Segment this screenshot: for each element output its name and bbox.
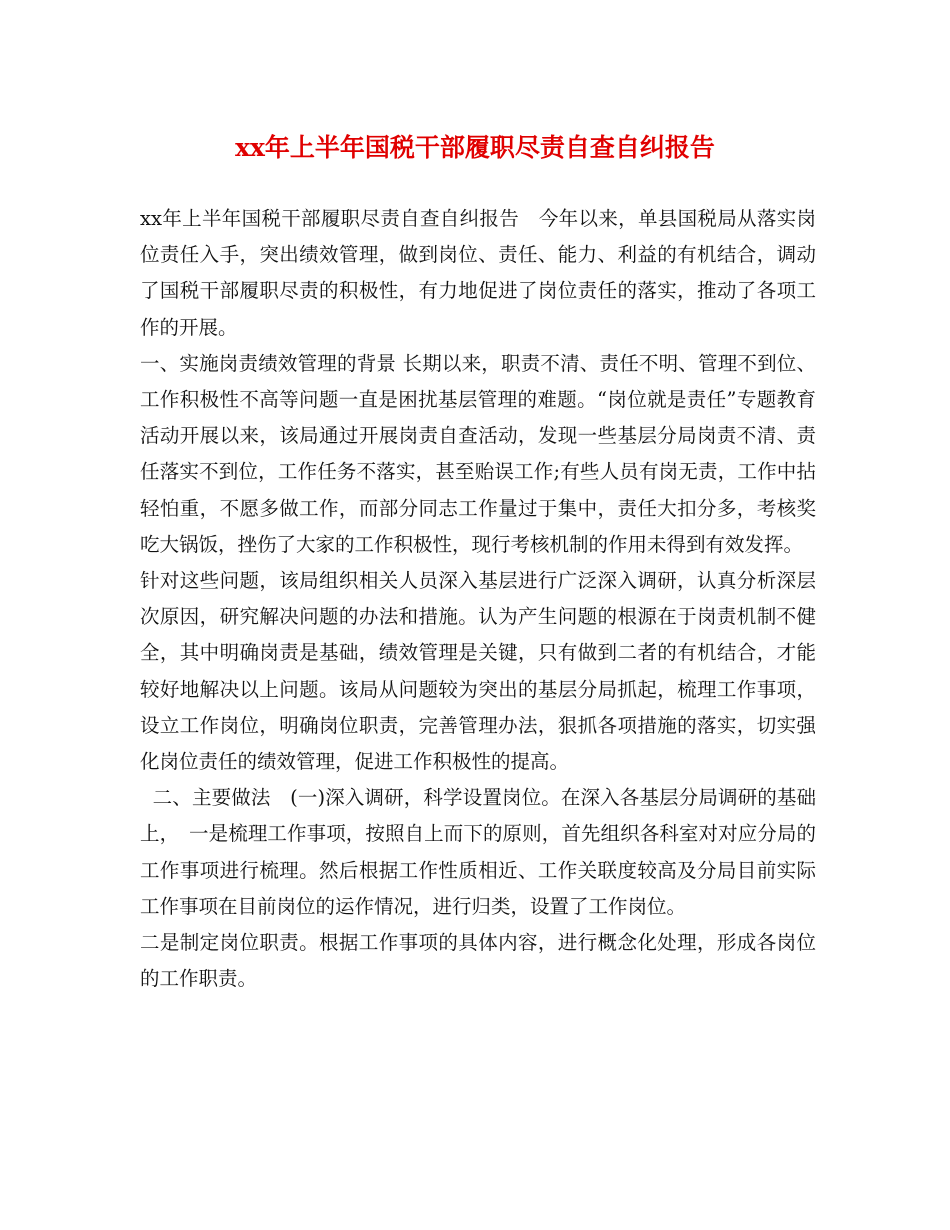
paragraph-intro: xx年上半年国税干部履职尽责自查自纠报告 今年以来，单县国税局从落实岗位责任入手，突出绩效管理，做到岗位、责任、能力、利益的有机结合，调动了国税干部履职尽责的积极性，有力地促进了岗位责任的落实，推动了各项工作的开展。 bbox=[140, 207, 816, 339]
paragraph-duties: 二是制定岗位职责。根据工作事项的具体内容，进行概念化处理，形成各岗位的工作职责。 bbox=[140, 931, 816, 991]
paragraph-analysis: 针对这些问题，该局组织相关人员深入基层进行广泛深入调研，认真分析深层次原因，研究解决问题的办法和措施。认为产生问题的根源在于岗责机制不健全，其中明确岗责是基础，绩效管理是关键，只有做到二者的有机结合，才能较好地解决以上问题。该局从问题较为突出的基层分局抓起，梳理工作事项，设立工作岗位，明确岗位职责，完善管理办法，狠抓各项措施的落实，切实强化岗位责任的绩效管理，促进工作积极性的提高。 bbox=[140, 569, 816, 774]
document-body bbox=[140, 201, 816, 997]
document-title: xx年上半年国税干部履职尽责自查自纠报告 bbox=[235, 133, 715, 162]
paragraph-methods: 二、主要做法 (一)深入调研，科学设置岗位。在深入各基层分局调研的基础上， 一是梳理工作事项，按照自上而下的原则，首先组织各科室对对应分局的工作事项进行梳理。然后根据工作性质相近、工作关联度较高及分局目前实际工作事项在目前岗位的运作情况，进行归类，设置了工作岗位。 bbox=[140, 786, 816, 918]
paragraph-background: 一、实施岗责绩效管理的背景 长期以来，职责不清、责任不明、管理不到位、工作积极性不高等问题一直是困扰基层管理的难题。“岗位就是责任”专题教育活动开展以来，该局通过开展岗责自查活动，发现一些基层分局岗责不清、责任落实不到位，工作任务不落实，甚至贻误工作;有些人员有岗无责，工作中拈轻怕重，不愿多做工作，而部分同志工作量过于集中，责任大扣分多，考核奖吃大锅饭，挫伤了大家的工作积极性，现行考核机制的作用未得到有效发挥。 bbox=[140, 351, 816, 556]
